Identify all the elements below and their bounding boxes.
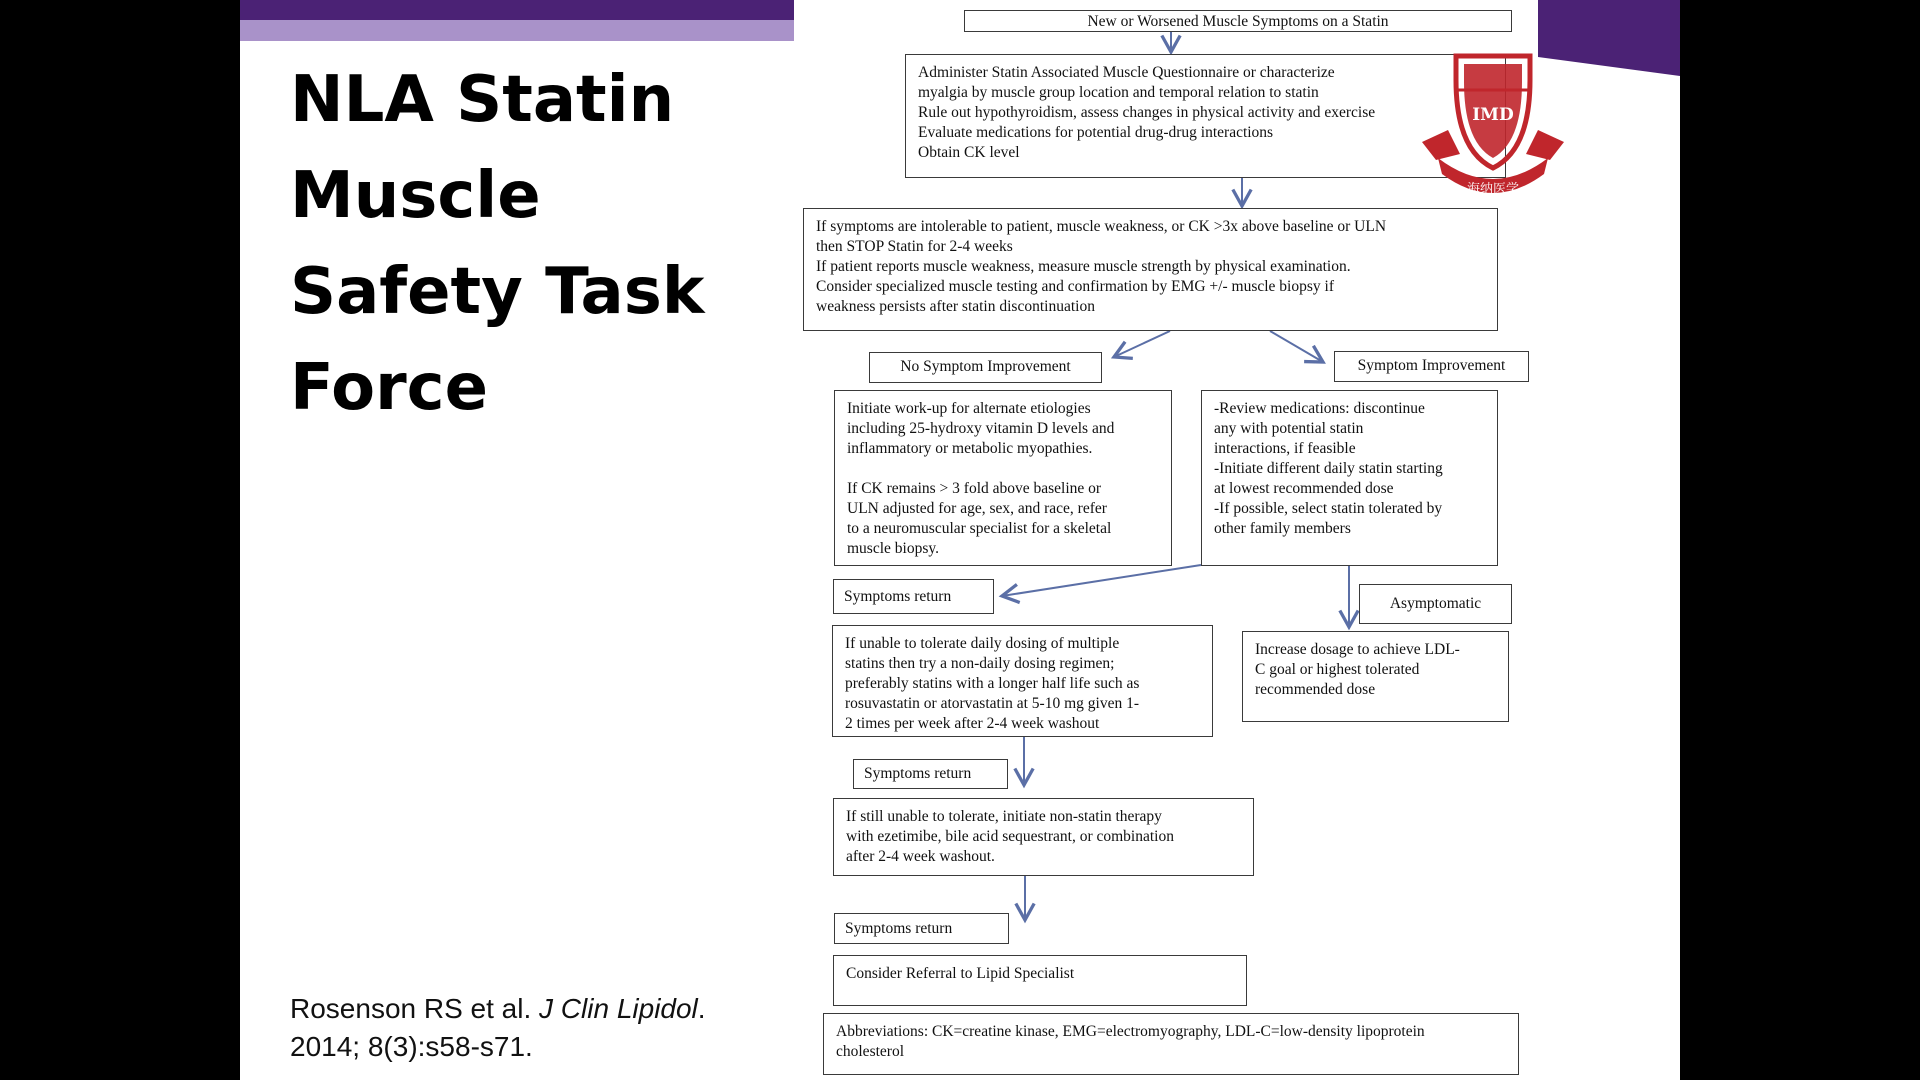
no-improvement-label: No Symptom Improvement [869,352,1102,383]
citation-authors: Rosenson RS et al. [290,993,532,1024]
abbreviations-box: Abbreviations: CK=creatine kinase, EMG=electromyography, LDL-C=low-density lipoprotein cholesterol [823,1013,1519,1075]
header-band-light [240,20,794,41]
arrow-improvement-to-symptoms-return [1002,565,1201,596]
non-statin-therapy-box: If still unable to tolerate, initiate non-statin therapy with ezetimibe, bile acid sequestrant, or combination after 2-4 week washout. [833,798,1254,876]
arrow-stop-to-improvement [1270,331,1323,362]
referral-box: Consider Referral to Lipid Specialist [833,955,1247,1006]
university-crest-icon [1418,50,1568,210]
symptoms-return-label-3: Symptoms return [834,913,1009,944]
symptoms-return-label-1: Symptoms return [833,579,994,614]
improvement-label: Symptom Improvement [1334,351,1529,382]
flow-stop-statin-box: If symptoms are intolerable to patient, muscle weakness, or CK >3x above baseline or ULN then STOP Statin for 2-4 weeks If patient reports muscle weakness, measure muscle strength by physical examination. Consider specialized muscle testing and confirmation by EMG +/- muscle biopsy if weakness persists after statin discontinuation [803,208,1498,331]
improvement-box: -Review medications: discontinue any with potential statin interactions, if feasible -Initiate different daily statin starting at lowest recommended dose -If possible, select statin tolerated by other family members [1201,390,1498,566]
logo-motto: 海纳医学 [1466,182,1520,197]
symptoms-return-label-2: Symptoms return [853,759,1008,789]
no-improvement-box: Initiate work-up for alternate etiologies including 25-hydroxy vitamin D levels and inflammatory or metabolic myopathies. If CK remains > 3 fold above baseline or ULN adjusted for age, sex, and race, refer to a neuromuscular specialist for a skeletal muscle biopsy. [834,390,1172,566]
non-daily-dosing-box: If unable to tolerate daily dosing of multiple statins then try a non-daily dosing regimen; preferably statins with a longer half life such as rosuvastatin or atorvastatin at 5-10 mg given 1- 2 times per week after 2-4 week washout [832,625,1213,737]
flow-start-box: New or Worsened Muscle Symptoms on a Statin [964,10,1512,32]
asymptomatic-label: Asymptomatic [1359,584,1512,624]
flow-assess-box: Administer Statin Associated Muscle Questionnaire or characterize myalgia by muscle group location and temporal relation to statin Rule out hypothyroidism, assess changes in physical activity and exercise Evaluate medications for potential drug-drug interactions Obtain CK level [905,54,1506,178]
citation-journal: J Clin Lipidol [539,993,698,1024]
arrow-stop-to-no-improvement [1114,331,1170,357]
logo-text: IMD [1472,105,1514,125]
slide-title: NLA Statin Muscle Safety Task Force [290,63,705,425]
header-band-dark [240,0,794,20]
citation: Rosenson RS et al. J Clin Lipidol. 2014; 8(3):s58-s71. [290,993,706,1062]
increase-dosage-box: Increase dosage to achieve LDL- C goal or highest tolerated recommended dose [1242,631,1509,722]
citation-details: 2014; 8(3):s58-s71. [290,1031,533,1062]
